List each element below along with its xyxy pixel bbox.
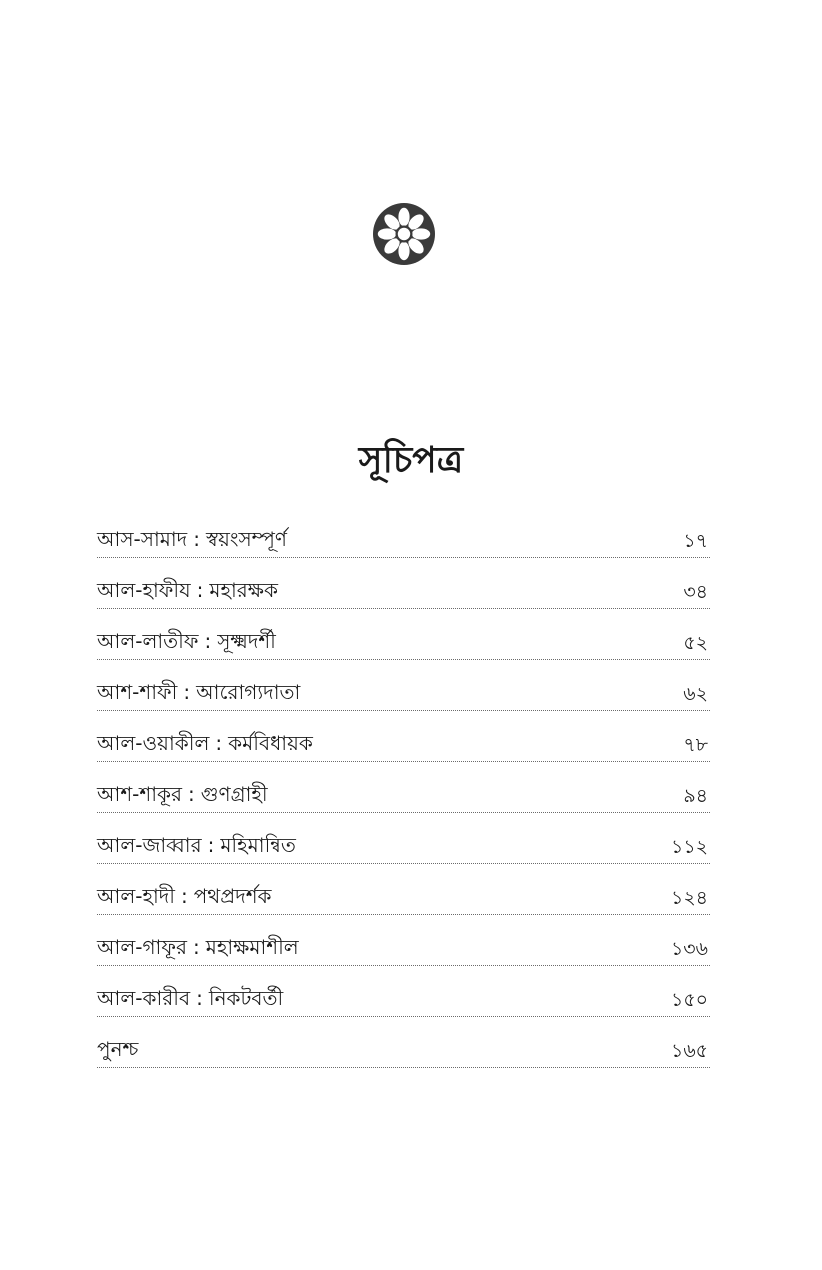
toc-entry-meaning: কর্মবিধায়ক bbox=[228, 731, 313, 755]
toc-separator: : bbox=[183, 680, 191, 704]
toc-entry[interactable] bbox=[97, 722, 710, 773]
toc-entry-name: আল-হাফীয bbox=[97, 578, 191, 602]
dotted-leader-line bbox=[97, 710, 710, 711]
toc-entry-meaning: মহারক্ষক bbox=[209, 578, 278, 602]
toc-separator: : bbox=[196, 578, 204, 602]
toc-separator: : bbox=[188, 782, 195, 806]
toc-entry-text bbox=[97, 779, 268, 809]
toc-entry-name: আল-হাদী bbox=[97, 884, 175, 908]
dotted-leader-line bbox=[97, 557, 710, 558]
toc-entry-name: আল-জাব্বার bbox=[97, 833, 202, 857]
toc-page-number: ১১২ bbox=[670, 836, 708, 858]
toc-entry[interactable] bbox=[97, 977, 710, 1028]
toc-entry[interactable] bbox=[97, 926, 710, 977]
toc-separator: : bbox=[180, 884, 188, 908]
toc-entry-meaning: মহিমান্বিত bbox=[220, 833, 296, 857]
toc-entry[interactable] bbox=[97, 875, 710, 926]
dotted-leader-line bbox=[97, 863, 710, 864]
toc-page-number: ৫২ bbox=[683, 632, 708, 654]
toc-entry-name: আল-গাফূর bbox=[97, 935, 187, 959]
toc-entry[interactable] bbox=[97, 773, 710, 824]
toc-entry-text bbox=[97, 575, 278, 605]
dotted-leader-line bbox=[97, 1016, 710, 1017]
toc-entry-name: পুনশ্চ bbox=[97, 1037, 139, 1061]
toc-entry-name: আশ-শাকূর bbox=[97, 782, 183, 806]
toc-separator: : bbox=[196, 986, 203, 1010]
toc-separator: : bbox=[192, 935, 200, 959]
toc-entry-text bbox=[97, 830, 296, 860]
flower-rosette-icon bbox=[373, 203, 435, 265]
toc-entry-name: আশ-শাফী bbox=[97, 680, 178, 704]
toc-page-number: ৯৪ bbox=[683, 785, 708, 807]
dotted-leader-line bbox=[97, 1067, 710, 1068]
toc-entry-text bbox=[97, 626, 276, 656]
toc-entry-name: আল-কারীব bbox=[97, 986, 191, 1010]
toc-page-number: ৩৪ bbox=[683, 581, 708, 603]
dotted-leader-line bbox=[97, 761, 710, 762]
dotted-leader-line bbox=[97, 608, 710, 609]
toc-entry-meaning: মহাক্ষমাশীল bbox=[205, 935, 299, 959]
dotted-leader-line bbox=[97, 659, 710, 660]
toc-entry-text bbox=[97, 881, 272, 911]
toc-entry[interactable] bbox=[97, 518, 710, 569]
toc-page-number: ১৩৬ bbox=[670, 938, 708, 960]
dotted-leader-line bbox=[97, 965, 710, 966]
toc-entry-meaning: নিকটবর্তী bbox=[208, 986, 284, 1010]
dotted-leader-line bbox=[97, 914, 710, 915]
toc-entry-name: আস-সামাদ bbox=[97, 527, 188, 551]
toc-entry-text bbox=[97, 983, 283, 1013]
toc-separator: : bbox=[193, 527, 200, 551]
toc-separator: : bbox=[215, 731, 223, 755]
toc-page-number: ১৭ bbox=[683, 530, 708, 552]
toc-entry-meaning: সূক্ষ্মদর্শী bbox=[217, 629, 276, 653]
toc-separator: : bbox=[207, 833, 215, 857]
toc-page-number: ১৬৫ bbox=[670, 1040, 708, 1062]
toc-entry-text bbox=[97, 728, 313, 758]
toc-entry-name: আল-লাতীফ bbox=[97, 629, 199, 653]
toc-entry-text bbox=[97, 524, 287, 554]
toc-entry-meaning: গুণগ্রাহী bbox=[200, 782, 268, 806]
toc-entry[interactable] bbox=[97, 824, 710, 875]
toc-entry-meaning: পথপ্রদর্শক bbox=[193, 884, 272, 908]
toc-page-number: ৬২ bbox=[683, 683, 708, 705]
toc-page-number: ৭৮ bbox=[683, 734, 708, 756]
toc-entry[interactable] bbox=[97, 671, 710, 722]
toc-entry-meaning: স্বয়ংসম্পূর্ণ bbox=[205, 527, 287, 551]
toc-entry-meaning: আরোগ্যদাতা bbox=[196, 680, 301, 704]
toc-entry[interactable] bbox=[97, 620, 710, 671]
toc-separator: : bbox=[204, 629, 212, 653]
toc-entry-postscript[interactable] bbox=[97, 1028, 710, 1079]
toc-page-number: ১২৪ bbox=[670, 887, 708, 909]
page-title: সূচিপত্র bbox=[358, 439, 464, 482]
toc-entry-name: আল-ওয়াকীল bbox=[97, 731, 210, 755]
table-of-contents bbox=[97, 518, 710, 1079]
toc-entry-text bbox=[97, 932, 299, 962]
dotted-leader-line bbox=[97, 812, 710, 813]
toc-entry[interactable] bbox=[97, 569, 710, 620]
toc-entry-text bbox=[97, 677, 300, 707]
toc-page-number: ১৫০ bbox=[670, 989, 708, 1011]
